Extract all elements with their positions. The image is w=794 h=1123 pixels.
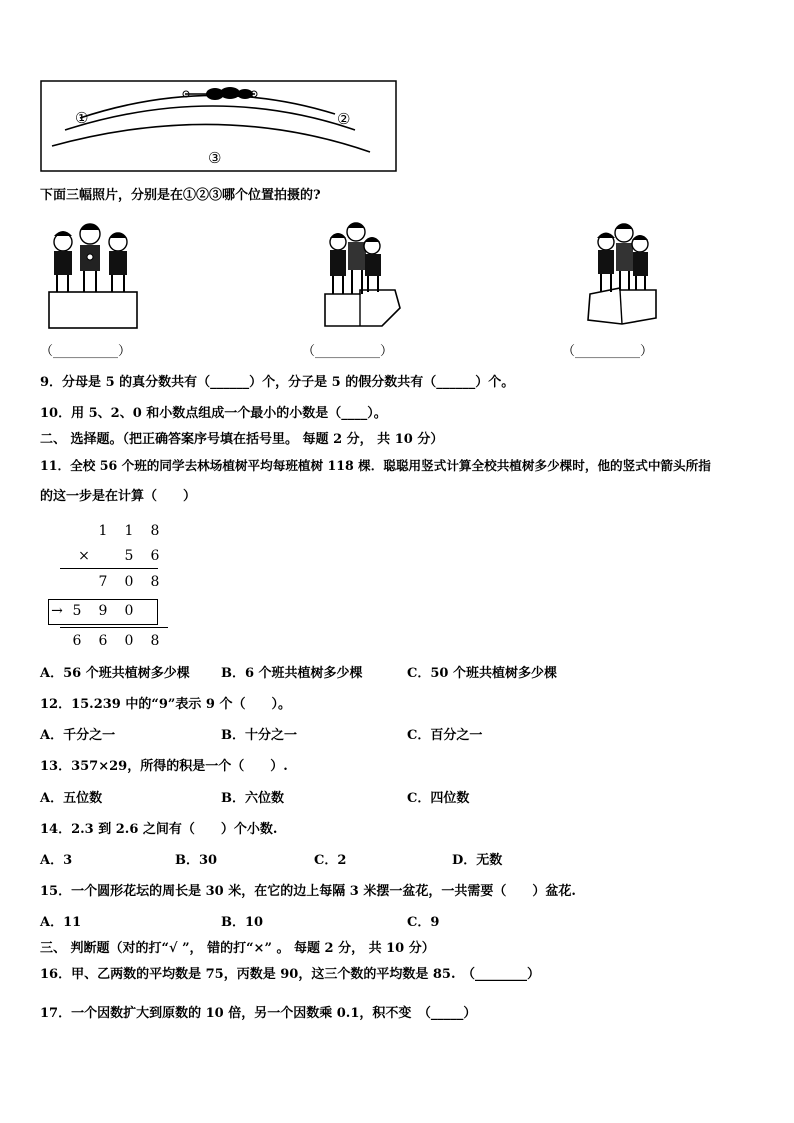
multiply-sign: × (78, 548, 90, 564)
photo-2 (320, 218, 405, 330)
track-label-1: ① (75, 109, 89, 127)
calc-digit: 6 (150, 548, 160, 564)
calc-line-1 (60, 568, 158, 569)
photo-1 (46, 218, 141, 330)
photo-1-answer-blank[interactable]: （__________） (40, 344, 132, 359)
photo-3 (582, 218, 667, 330)
q12-option-b[interactable]: B．十分之一 (221, 728, 297, 743)
calc-digit: 8 (150, 633, 160, 649)
q14-option-c[interactable]: C．2 (314, 853, 347, 868)
photo-2-answer-blank[interactable]: （__________） (302, 344, 394, 359)
question-11-line-1: 11．全校 56 个班的同学去林场植树平均每班植树 118 棵．聪聪用竖式计算全校共植树多少棵时，他的竖式中箭头所指 (40, 458, 711, 473)
section-3-heading: 三、 判断题（对的打“√ ”， 错的打“×” 。 每题 2 分， 共 10 分） (40, 941, 435, 956)
calc-line-2 (60, 627, 168, 628)
question-14: 14．2.3 到 2.6 之间有（ ）个小数. (40, 822, 278, 837)
calc-digit: 1 (124, 523, 134, 539)
track-label-2: ② (337, 110, 351, 128)
calc-digit: 5 (124, 548, 134, 564)
q12-option-a[interactable]: A．千分之一 (40, 728, 116, 743)
photo-3-answer-blank[interactable]: （__________） (562, 344, 654, 359)
calc-digit: 0 (124, 603, 134, 619)
calc-digit: 8 (150, 523, 160, 539)
track-label-3: ③ (208, 149, 222, 167)
q15-option-a[interactable]: A．11 (40, 915, 82, 930)
question-15: 15．一个圆形花坛的周长是 30 米，在它的边上每隔 3 米摆一盆花，一共需要（ ）盆花. (40, 884, 576, 899)
q13-option-b[interactable]: B．六位数 (221, 791, 284, 806)
q14-option-b[interactable]: B．30 (175, 853, 218, 868)
question-10: 10．用 5、2、0 和小数点组成一个最小的小数是（____）。 (40, 406, 387, 421)
calc-row-5 (64, 633, 168, 649)
q15-option-b[interactable]: B．10 (221, 915, 264, 930)
question-17: 17．一个因数扩大到原数的 10 倍，另一个因数乘 0.1，积不变 （_____） (40, 1006, 477, 1021)
calc-digit: 6 (72, 633, 82, 649)
calc-digit: 1 (98, 523, 108, 539)
calc-digit: 7 (98, 574, 108, 590)
q15-option-c[interactable]: C．9 (407, 915, 440, 930)
section-2-heading: 二、 选择题。（把正确答案序号填在括号里。 每题 2 分， 共 10 分） (40, 432, 444, 447)
q13-option-a[interactable]: A．五位数 (40, 791, 103, 806)
calc-row-1 (90, 523, 168, 539)
q12-option-c[interactable]: C．百分之一 (407, 728, 483, 743)
q14-option-d[interactable]: D．无数 (452, 853, 503, 868)
calc-row-3 (90, 574, 168, 590)
question-11-line-2: 的这一步是在计算（ ） (40, 489, 197, 504)
calc-row-2 (64, 548, 168, 564)
calc-digit: 0 (124, 574, 134, 590)
calc-digit: 5 (72, 603, 82, 619)
question-13: 13．357×29，所得的积是一个（ ）. (40, 759, 288, 774)
question-16: 16．甲、乙两数的平均数是 75，丙数是 90，这三个数的平均数是 85. （________） (40, 967, 540, 982)
q11-option-c[interactable]: C．50 个班共植树多少棵 (407, 666, 557, 681)
q11-option-a[interactable]: A．56 个班共植树多少棵 (40, 666, 190, 681)
question-photos: 下面三幅照片，分别是在①②③哪个位置拍摄的? (40, 188, 321, 203)
calc-row-4 (50, 603, 142, 619)
q14-option-a[interactable]: A．3 (40, 853, 73, 868)
calc-digit: 9 (98, 603, 108, 619)
calc-digit: 0 (124, 633, 134, 649)
q13-option-c[interactable]: C．四位数 (407, 791, 470, 806)
question-12: 12．15.239 中的“9”表示 9 个（ ）。 (40, 697, 291, 712)
question-9: 9．分母是 5 的真分数共有（______）个，分子是 5 的假分数共有（______）个。 (40, 375, 515, 390)
q11-option-b[interactable]: B．6 个班共植树多少棵 (221, 666, 363, 681)
calc-digit: 8 (150, 574, 160, 590)
calc-digit: 6 (98, 633, 108, 649)
arrow-icon: → (51, 603, 63, 619)
